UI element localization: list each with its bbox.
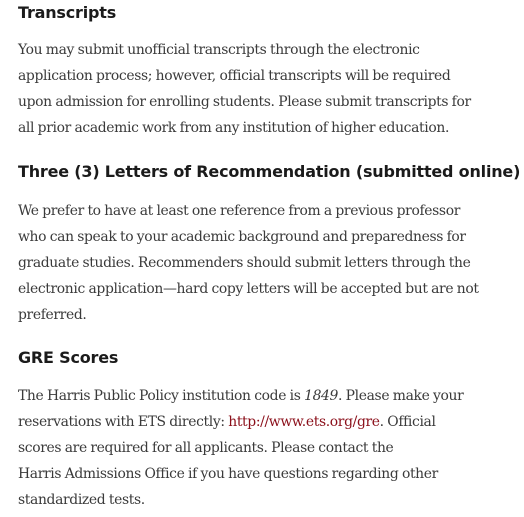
transcripts-line: all prior academic work from any institution of higher education. xyxy=(18,120,450,136)
gre-line: scores are required for all applicants. Please contact the xyxy=(18,440,394,456)
gre-line xyxy=(18,383,518,409)
gre-line: standardized tests. xyxy=(18,492,145,508)
letters-of-recommendation-paragraph xyxy=(18,198,518,328)
letters-line: preferred. xyxy=(18,307,87,323)
gre-line xyxy=(18,409,518,435)
gre-text: . Official xyxy=(379,414,436,430)
transcripts-line: application process; however, official transcripts will be required xyxy=(18,68,451,84)
gre-line: Harris Admissions Office if you have questions regarding other xyxy=(18,466,438,482)
transcripts-paragraph xyxy=(18,37,518,141)
gre-text: . Please make your xyxy=(338,388,464,404)
gre-scores-paragraph xyxy=(18,383,518,513)
letters-of-recommendation-heading: Three (3) Letters of Recommendation (submitted online) xyxy=(18,162,521,181)
letters-line: We prefer to have at least one reference from a previous professor xyxy=(18,203,460,219)
transcripts-heading: Transcripts xyxy=(18,3,117,22)
gre-text: The Harris Public Policy institution code is xyxy=(18,388,305,404)
letters-line: electronic application—hard copy letters will be accepted but are not xyxy=(18,281,479,297)
gre-text: reservations with ETS directly: xyxy=(18,414,229,430)
institution-code: 1849 xyxy=(304,388,339,404)
gre-scores-heading: GRE Scores xyxy=(18,348,119,367)
transcripts-line: upon admission for enrolling students. Please submit transcripts for xyxy=(18,94,471,110)
transcripts-line: You may submit unofficial transcripts through the electronic xyxy=(18,42,420,58)
ets-gre-link[interactable]: http://www.ets.org/gre xyxy=(228,414,380,430)
letters-line: graduate studies. Recommenders should submit letters through the xyxy=(18,255,471,271)
letters-line: who can speak to your academic background and preparedness for xyxy=(18,229,466,245)
